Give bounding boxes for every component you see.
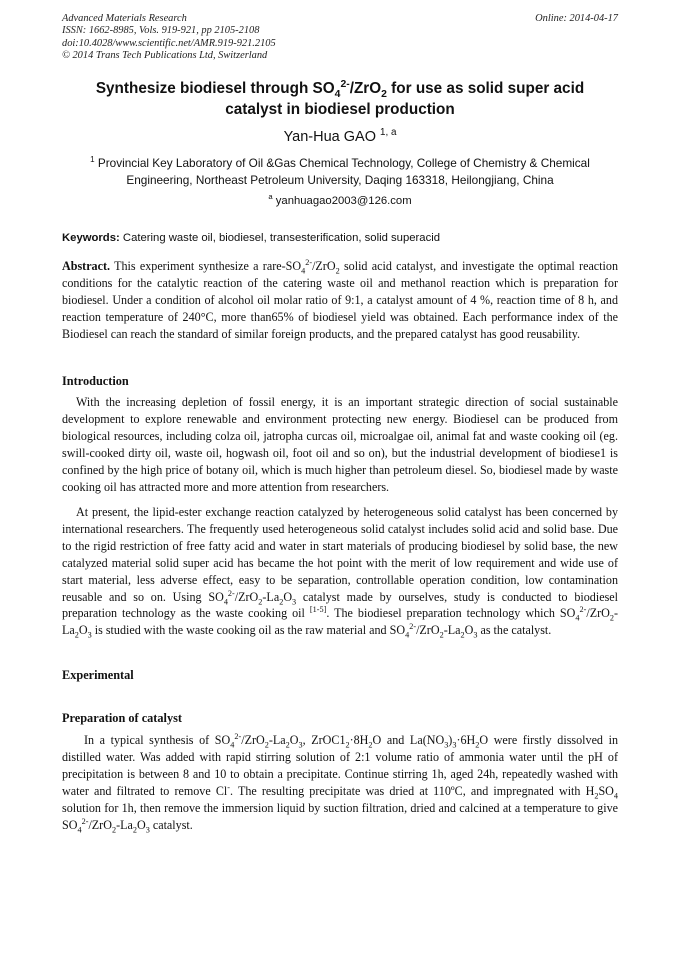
doi-line: doi:10.4028/www.scientific.net/AMR.919-921.2105 (62, 37, 276, 49)
abstract-paragraph: Abstract. This experiment synthesize a rare-$SO_4^{2-}/ZrO_2$ solid acid catalyst, and investigate the optimal reaction conditions for the catalytic reaction of the catering waste oil and methanol reaction which is preparation for biodiesel. Under a condition of alcohol oil molar ratio of 9:1, a catalyst amount of 4 %, reaction time of 8 h, and reaction temperature of 240°C, more than65% of biodiesel yield was obtained. Each performance index of the Biodiesel can reach the standard of similar foreign products, and the prepared catalyst has good reusability. (62, 257, 618, 341)
citation-ref: [1-5] (309, 605, 327, 615)
experimental-heading: Experimental (62, 668, 134, 682)
introduction-paragraph-1: With the increasing depletion of fossil energy, it is an important strategic direction of social sustainable development to explore renewable and environment protecting new energy. Biodiesel can be produced from biological resources, including colza oil, jatropha curcas oil, microalgae oil, animal fat and waste cooking oil (eg. swill-cooked dirty oil, waste oil, hogwash oil, foot oil and so on), but the industrial development of biodiese1 is confined by the high price of botany oil, which is much higher than petroleum diesel. So, biodiesel made by waste cooking oil has attracted more and more attention from researchers. (62, 395, 618, 494)
author-email: $^a$ yanhuagao2003@126.com (268, 192, 412, 207)
paper-title: Synthesize biodiesel through $SO_4^{2-}/ZrO_2$ for use as solid super acid catalyst in biodiesel production (95, 78, 585, 118)
issn-line: ISSN: 1662-8985, Vols. 919-921, pp 2105-2108 (62, 25, 260, 37)
journal-name: Advanced Materials Research (62, 13, 187, 24)
keywords: Keywords: Catering waste oil, biodiesel, transesterification, solid superacid (62, 232, 441, 244)
introduction-heading: Introduction (62, 374, 129, 388)
online-date: Online: 2014-04-17 (535, 13, 618, 24)
preparation-paragraph: In a typical synthesis of $SO_4^{2-}/ZrO_2-La_2O_3$, $ZrOC1_2\cdot 8H_2O$ and $La(NO_3)_3\cdot 6H_2O$ were firstly dissolved in distilled water. Was added with rapid stirring solution of 2:1 volume ratio of ammonia water until the pH of precipitation is between 8 and 10 to obtain a precipitate. Continue stirring 1h, aged 24h, repeatedly washed with water and filtrated to remove Cl-. The resulting precipitate was dried at 110ºC, and impregnated with $H_2SO_4$ solution for 1h, then remove the immersion liquid by suction filtration, dried and calcined at a temperature to give $SO_4^{2-}/ZrO_2-La_2O_3$ catalyst. (62, 731, 619, 834)
copyright-line: © 2014 Trans Tech Publications Ltd, Switzerland (62, 49, 268, 61)
introduction-paragraph-2: At present, the lipid-ester exchange reaction catalyzed by heterogeneous solid catalyst has been concerned by international researchers. The frequently used heterogeneous solid catalyst includes solid acid and solid base. Due to the rigid restriction of free fatty acid and water in start materials of producing biodiesel by solid base, the new catalyzed material solid super acid has became the hot point with the merit of low requirement and wide use of start material, less adverse effect, easy to be separation, controllable operation condition, low contamination reusable and so on. Using $SO_4^{2-}/ZrO_2-La_2O_3$ catalyst made by ourselves, study is conducted to biodiesel preparation technology as the waste cooking oil [1-5]. The biodiesel preparation technology which $SO_4^{2-}/ZrO_2-La_2O_3$ is studied with the waste cooking oil as the raw material and $SO_4^{2-}/ZrO_2-La_2O_3$ as the catalyst. (62, 505, 619, 640)
journal-header (62, 13, 618, 62)
author-affiliation: $^1$ Provincial Key Laboratory of Oil &Gas Chemical Technology, College of Chemistry & Chemical Engineering, Northeast Petroleum University, Daqing 163318, Heilongjiang, China (90, 155, 590, 187)
author-name: Yan-Hua GAO $^{1, a}$ (283, 127, 397, 145)
preparation-heading: Preparation of catalyst (62, 711, 182, 725)
